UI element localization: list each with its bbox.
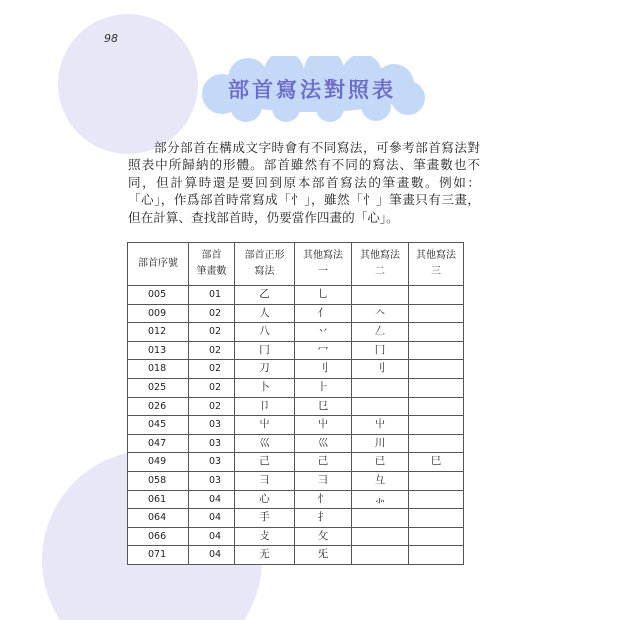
table-glyph-cell: [409, 546, 464, 565]
table-body: [128, 286, 464, 565]
table-glyph-cell: 旡: [295, 546, 352, 565]
table-header-row: [128, 243, 464, 286]
page-title: 部首寫法對照表: [228, 78, 396, 102]
table-number-cell: 049: [128, 453, 189, 472]
table-row: [128, 527, 464, 546]
table-glyph-cell: [409, 490, 464, 509]
table-number-cell: 047: [128, 434, 189, 453]
table-glyph-cell: 刂: [295, 360, 352, 379]
table-glyph-cell: [409, 527, 464, 546]
table-glyph-cell: 亻: [295, 304, 352, 323]
table-number-cell: 064: [128, 509, 189, 528]
table-row: [128, 397, 464, 416]
table-glyph-cell: [409, 341, 464, 360]
table-glyph-cell: [352, 378, 409, 397]
table-number-cell: 025: [128, 378, 189, 397]
table-header-text: 其他寫法: [303, 250, 343, 261]
table-header-cell: [409, 243, 464, 286]
table-number-cell: 04: [189, 527, 235, 546]
radical-comparison-table: [127, 242, 464, 565]
table-header-text: 筆畫數: [196, 266, 227, 277]
table-number-cell: 026: [128, 397, 189, 416]
table-glyph-cell: 屮: [295, 416, 352, 435]
table-glyph-cell: 已: [352, 453, 409, 472]
table-glyph-cell: 冖: [295, 341, 352, 360]
table-glyph-cell: 彐: [235, 471, 295, 490]
table-glyph-cell: [409, 434, 464, 453]
table-number-cell: 02: [189, 360, 235, 379]
table-row: [128, 304, 464, 323]
table-glyph-cell: ⺗: [352, 490, 409, 509]
table-glyph-cell: 攴: [235, 527, 295, 546]
table-number-cell: 04: [189, 490, 235, 509]
table-glyph-cell: 彑: [352, 471, 409, 490]
table-header-text: 部首正形: [244, 250, 285, 261]
table-glyph-cell: 𠃋: [352, 323, 409, 342]
table-glyph-cell: 巳: [409, 453, 464, 472]
table-glyph-cell: 乙: [235, 286, 295, 305]
table-glyph-cell: 手: [235, 509, 295, 528]
table-row: [128, 323, 464, 342]
table-header-cell: [189, 243, 235, 286]
radical-table-container: [127, 242, 464, 565]
table-row: [128, 341, 464, 360]
table-row: [128, 360, 464, 379]
table-number-cell: 013: [128, 341, 189, 360]
table-number-cell: 03: [189, 434, 235, 453]
table-glyph-cell: [409, 304, 464, 323]
table-glyph-cell: 己: [295, 453, 352, 472]
table-glyph-cell: 忄: [295, 490, 352, 509]
table-number-cell: 061: [128, 490, 189, 509]
table-glyph-cell: [352, 509, 409, 528]
table-glyph-cell: 巛: [295, 434, 352, 453]
table-glyph-cell: 彐: [295, 471, 352, 490]
table-number-cell: 02: [189, 397, 235, 416]
decorative-circle-top: [58, 14, 198, 154]
table-glyph-cell: 刂: [352, 360, 409, 379]
table-glyph-cell: 㔾: [295, 397, 352, 416]
table-number-cell: 04: [189, 546, 235, 565]
table-row: [128, 546, 464, 565]
table-glyph-cell: 心: [235, 490, 295, 509]
table-glyph-cell: [352, 546, 409, 565]
table-glyph-cell: 己: [235, 453, 295, 472]
table-glyph-cell: [352, 397, 409, 416]
table-row: [128, 378, 464, 397]
table-row: [128, 490, 464, 509]
table-number-cell: 071: [128, 546, 189, 565]
table-header-text: 二: [375, 266, 385, 277]
table-number-cell: 02: [189, 304, 235, 323]
table-glyph-cell: 冂: [352, 341, 409, 360]
table-header-cell: [352, 243, 409, 286]
table-number-cell: 012: [128, 323, 189, 342]
table-row: [128, 509, 464, 528]
table-header-text: 三: [431, 266, 441, 277]
table-header-cell: [235, 243, 295, 286]
table-glyph-cell: 刀: [235, 360, 295, 379]
table-header-cell: [295, 243, 352, 286]
table-header-text: 寫法: [254, 266, 275, 277]
table-number-cell: 02: [189, 378, 235, 397]
table-number-cell: 018: [128, 360, 189, 379]
table-row: [128, 453, 464, 472]
table-number-cell: 066: [128, 527, 189, 546]
table-glyph-cell: [409, 286, 464, 305]
table-number-cell: 01: [189, 286, 235, 305]
table-glyph-cell: 𠆢: [352, 304, 409, 323]
table-glyph-cell: 川: [352, 434, 409, 453]
table-glyph-cell: 卜: [235, 378, 295, 397]
table-glyph-cell: [409, 323, 464, 342]
table-number-cell: 005: [128, 286, 189, 305]
table-number-cell: 04: [189, 509, 235, 528]
table-glyph-cell: 卩: [235, 397, 295, 416]
table-glyph-cell: 八: [235, 323, 295, 342]
table-glyph-cell: [352, 286, 409, 305]
table-glyph-cell: [409, 378, 464, 397]
table-row: [128, 471, 464, 490]
table-row: [128, 286, 464, 305]
table-glyph-cell: 乚: [295, 286, 352, 305]
table-row: [128, 416, 464, 435]
table-glyph-cell: 扌: [295, 509, 352, 528]
table-glyph-cell: [352, 527, 409, 546]
table-glyph-cell: ⺊: [295, 378, 352, 397]
table-glyph-cell: 攵: [295, 527, 352, 546]
table-glyph-cell: [409, 360, 464, 379]
table-header-text: 其他寫法: [360, 250, 400, 261]
table-number-cell: 045: [128, 416, 189, 435]
table-header-text: 部首: [201, 250, 222, 261]
table-glyph-cell: 屮: [235, 416, 295, 435]
table-number-cell: 058: [128, 471, 189, 490]
table-glyph-cell: [409, 471, 464, 490]
table-glyph-cell: 无: [235, 546, 295, 565]
table-glyph-cell: [409, 509, 464, 528]
table-number-cell: 02: [189, 323, 235, 342]
table-glyph-cell: 巛: [235, 434, 295, 453]
table-number-cell: 03: [189, 453, 235, 472]
table-glyph-cell: 丷: [295, 323, 352, 342]
table-glyph-cell: 屮: [352, 416, 409, 435]
table-header-text: 其他寫法: [416, 250, 456, 261]
table-header-text: 部首序號: [138, 258, 178, 269]
table-header-text: 一: [318, 266, 328, 277]
table-number-cell: 009: [128, 304, 189, 323]
table-number-cell: 03: [189, 416, 235, 435]
table-glyph-cell: 冂: [235, 341, 295, 360]
table-glyph-cell: [409, 397, 464, 416]
table-number-cell: 02: [189, 341, 235, 360]
intro-paragraph: 部分部首在構成文字時會有不同寫法，可參考部首寫法對照表中所歸納的形體。部首雖然有不同的寫法、筆畫數也不同，但計算時還是要回到原本部首寫法的筆畫數。例如：「心」，作爲部首時常寫成「忄」，雖然「忄」筆畫只有三畫，但在計算、查找部首時，仍要當作四畫的「心」。: [128, 140, 480, 225]
page-number: 98: [104, 32, 118, 45]
table-glyph-cell: [409, 416, 464, 435]
table-glyph-cell: 人: [235, 304, 295, 323]
table-number-cell: 03: [189, 471, 235, 490]
table-header-cell: [128, 243, 189, 286]
table-row: [128, 434, 464, 453]
